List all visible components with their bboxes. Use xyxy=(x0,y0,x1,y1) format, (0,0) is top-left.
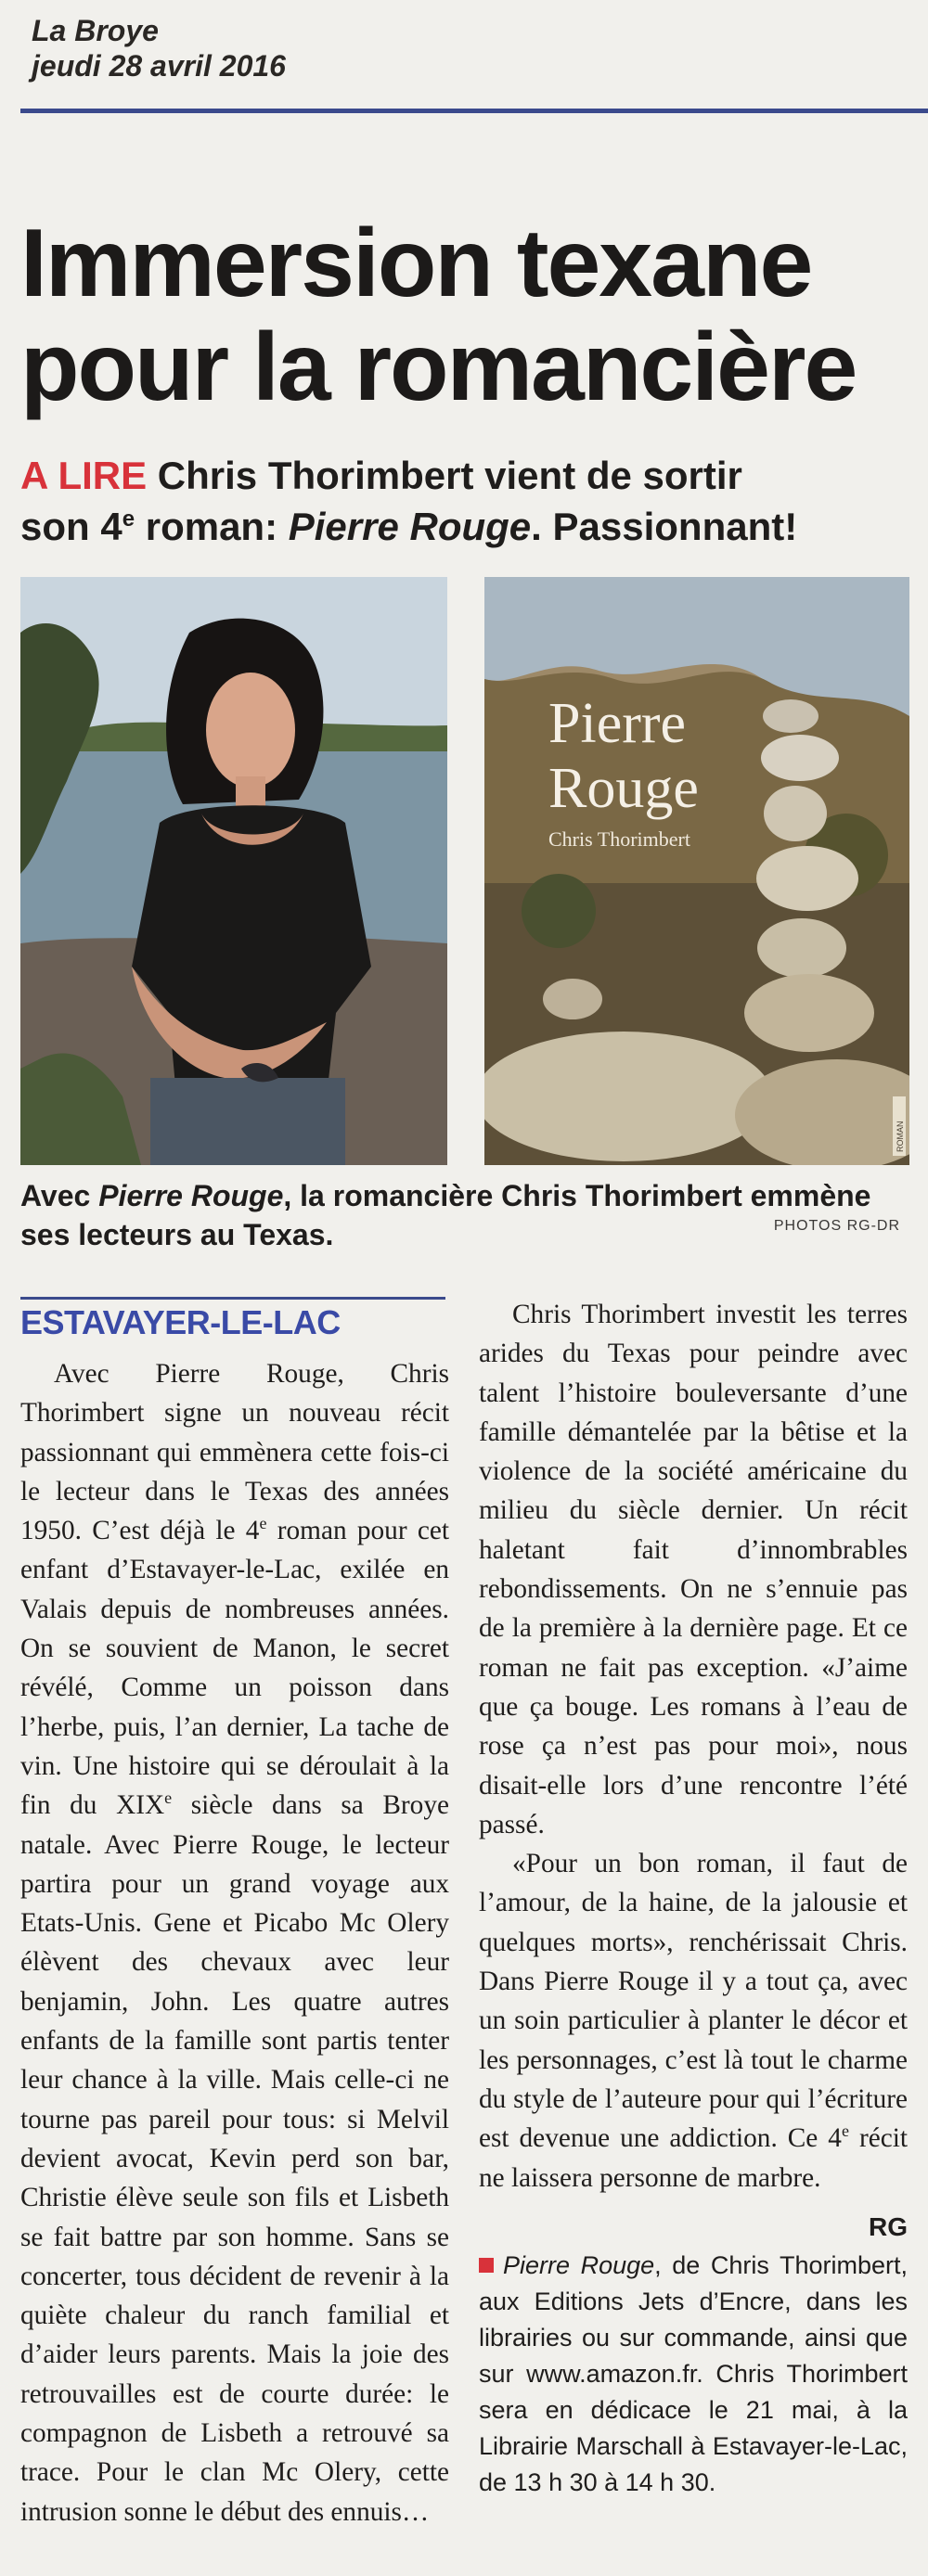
headline-line-1: Immersion texane xyxy=(20,210,812,317)
article-paragraph: Avec Pierre Rouge, Chris Thorimbert signe un nouveau récit passionnant qui emmènera cette fois-ci le lecteur dans le Texas des années 1950. C’est déjà le 4e roman pour cet enfant d’Estavayer-le-Lac, exilée en Valais depuis de nombreuses années. On se souvient de Manon, le secret révélé, Comme un poisson dans l’herbe, puis, l’an dernier, La tache de vin. Une histoire qui se déroulait à la fin du XIXe siècle dans sa Broye natale. Avec Pierre Rouge, le lecteur partira pour un grand voyage aux Etats-Unis. Gene et Picabo Mc Olery élèvent des chevaux avec leur benjamin, John. Les quatre autres enfants de la famille sont partis tenter leur chance à la ville. Mais celle-ci ne tourne pas pareil pour tous: si Melvil devient avocat, Kevin perd son bar, Christie élève seule son fils et Lisbeth se fait battre par son homme. Sans se concerter, tous décident de revenir à la quiète chaleur du ranch familial et d’aider leurs parents. Mais la joie des retrouvailles est de courte durée: le compagnon de Lisbeth a retrouvé sa trace. Pour le clan Mc Olery, cette intrusion sonne le début des ennuis… xyxy=(20,1359,449,2527)
issue-date: jeudi 28 avril 2016 xyxy=(32,49,286,83)
dateline xyxy=(20,1297,445,1341)
lead-superscript: e xyxy=(122,506,135,532)
book-title-line-1: Pierre xyxy=(548,692,687,755)
author-photo xyxy=(20,577,447,1165)
lead-part-2: son 4 xyxy=(20,505,122,548)
header-rule xyxy=(20,109,928,113)
book-info-box xyxy=(479,2248,908,2501)
lead-part-4: . Passionnant! xyxy=(531,505,798,548)
book-cover xyxy=(484,577,909,1165)
article-column-left xyxy=(20,1354,449,2531)
dateline-text: ESTAVAYER-LE-LAC xyxy=(20,1303,341,1341)
headline xyxy=(20,211,911,419)
article-paragraph: Chris Thorimbert investit les terres arides du Texas pour peindre avec talent l’histoire bouleversante d’une famille démantelée par la bêtise et la violence de la société américaine du milieu du siècle dernier. Un récit haletant fait d’innombrables rebondissements. On ne s’ennuie pas de la première à la dernière page. Et ce roman ne fait pas exception. «J’aime que ça bouge. Les romans à l’eau de rose ça n’est pas pour moi», nous disait-elle lors d’une rencontre l’été passé. xyxy=(479,1300,908,1839)
lead-text xyxy=(20,450,925,552)
lead-part-1: Chris Thorimbert vient de sortir xyxy=(147,454,742,497)
photo-caption xyxy=(20,1176,911,1254)
newspaper-name: La Broye xyxy=(32,14,159,47)
book-spine-label: ROMAN xyxy=(896,1121,905,1152)
book-cover-illustration xyxy=(484,577,909,1165)
dateline-rule xyxy=(20,1297,445,1300)
red-square-bullet xyxy=(479,2258,494,2273)
headline-line-2: pour la romancière xyxy=(20,314,857,421)
article-column-right xyxy=(479,1295,908,2501)
photo-credit: PHOTOS RG-DR xyxy=(773,1218,900,1234)
author-photo-illustration xyxy=(20,577,447,1165)
book-title-line-2: Rouge xyxy=(548,757,699,820)
lead-part-3: roman: xyxy=(135,505,289,548)
author-signature: RG xyxy=(869,2211,908,2241)
article-paragraph: «Pour un bon roman, il faut de l’amour, de la haine, de la jalousie et quelques morts», renchérissait Chris. Dans Pierre Rouge il y a tout ça, avec un soin particulier à planter le décor et les personnages, c’est là tout le charme du style de l’auteure pour qui l’écriture est devenue une addiction. Ce 4e récit ne laissera personne de marbre. xyxy=(479,1849,908,2193)
caption-part-1: Avec xyxy=(20,1179,99,1212)
info-book-title: Pierre Rouge xyxy=(503,2250,655,2279)
section-tag: A LIRE xyxy=(20,454,148,497)
lead-book-title: Pierre Rouge xyxy=(288,505,532,548)
book-author: Chris Thorimbert xyxy=(548,827,690,851)
info-text: , de Chris Thorimbert, aux Editions Jets d’Encre, dans les librairies ou sur commande, ainsi que sur www.amazon.fr. Chris Thorimbert sera en dédicace le 21 mai, à la Librairie Marschall à Estavayer-le-Lac, de 13 h 30 à 14 h 30. xyxy=(479,2250,908,2496)
caption-book-title: Pierre Rouge xyxy=(98,1179,284,1212)
masthead xyxy=(32,13,286,83)
caption-part-2: , la romancière Chris Thorimbert emmène ses lecteurs au Texas. xyxy=(20,1179,871,1251)
